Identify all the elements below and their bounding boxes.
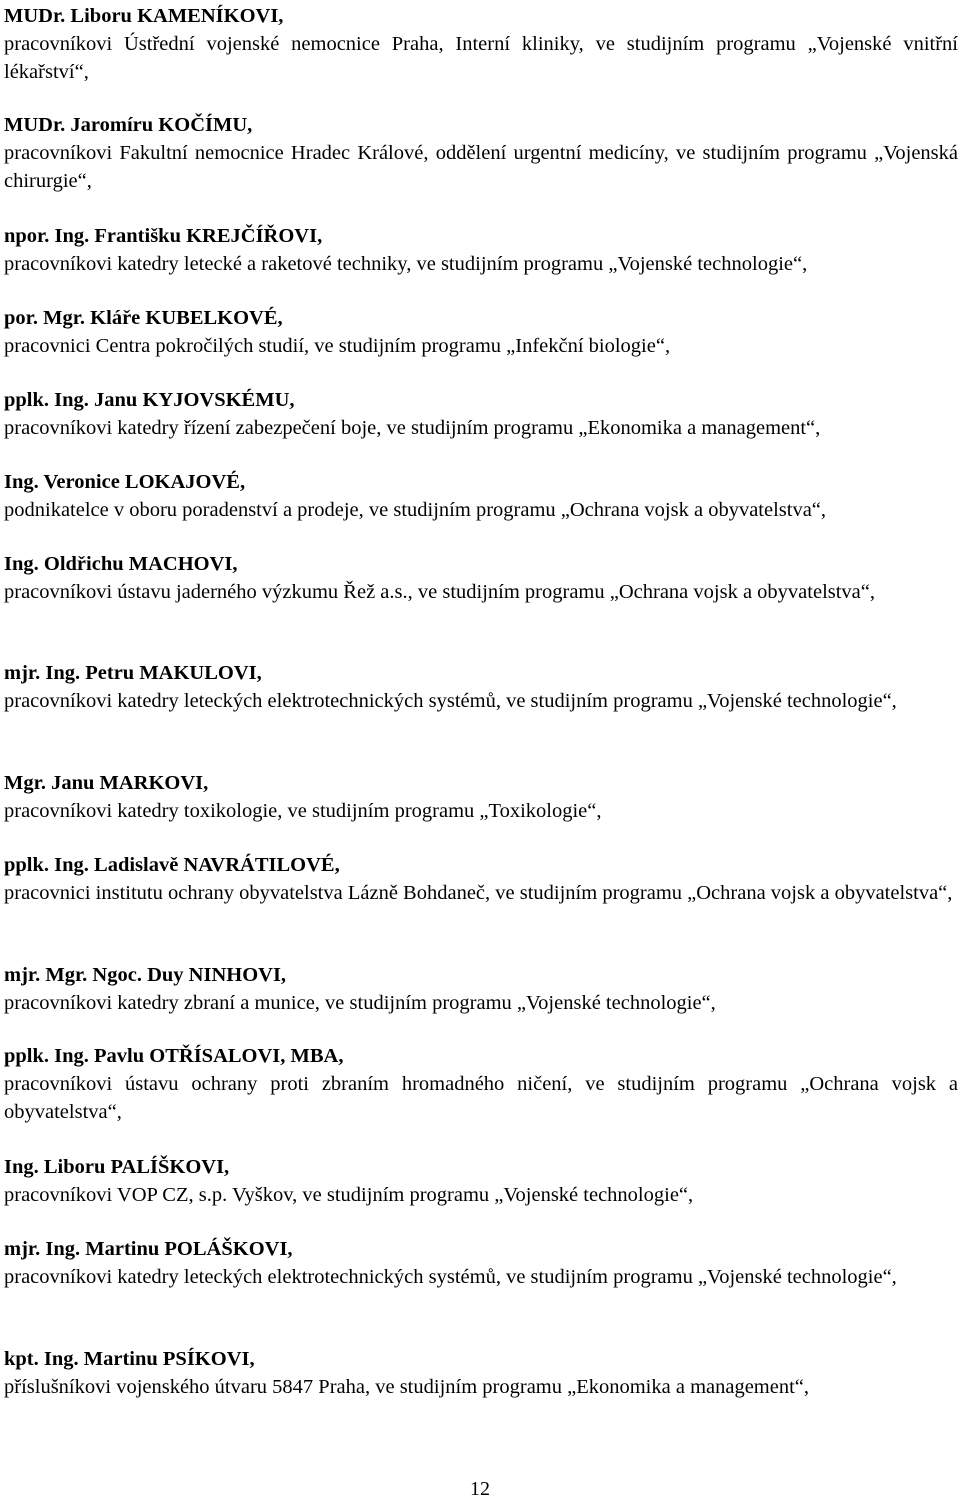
entry-kamenik [4,2,958,86]
entry-koci [4,111,958,195]
entry-name: npor. Ing. Františku KREJČÍŘOVI, [4,225,323,247]
entry-name: mjr. Ing. Petru MAKULOVI, [4,662,262,684]
entry-description: pracovnici institutu ochrany obyvatelstva Lázně Bohdaneč, ve studijním programu „Ochrana vojsk a obyvatelstva“, [4,882,953,904]
entry-name: Ing. Oldřichu MACHOVI, [4,553,238,575]
entry-marek [4,769,958,825]
entry-navratilova [4,851,958,907]
entry-polasek [4,1235,958,1291]
entry-description: podnikatelce v oboru poradenství a prodeje, ve studijním programu „Ochrana vojsk a obyvatelstva“, [4,499,827,521]
entry-kubelkova [4,304,958,360]
entry-name: pplk. Ing. Ladislavě NAVRÁTILOVÉ, [4,854,340,876]
entry-ninh [4,961,958,1017]
entry-name: mjr. Mgr. Ngoc. Duy NINHOVI, [4,964,287,986]
entry-description: pracovníkovi katedry leteckých elektrotechnických systémů, ve studijním programu „Vojenské technologie“, [4,1266,897,1288]
entry-makula [4,659,958,715]
entry-description: příslušníkovi vojenského útvaru 5847 Praha, ve studijním programu „Ekonomika a management“, [4,1376,810,1398]
entry-otrisal [4,1042,958,1126]
entry-description: pracovníkovi katedry letecké a raketové techniky, ve studijním programu „Vojenské technologie“, [4,253,808,275]
entry-name: pplk. Ing. Pavlu OTŘÍSALOVI, MBA, [4,1045,344,1067]
entry-description: pracovníkovi katedry leteckých elektrotechnických systémů, ve studijním programu „Vojenské technologie“, [4,690,897,712]
entry-name: Ing. Liboru PALÍŠKOVI, [4,1156,230,1178]
entry-description: pracovníkovi ústavu ochrany proti zbraním hromadného ničení, ve studijním programu „Ochrana vojsk a obyvatelstva“, [4,1073,958,1123]
entry-description: pracovníkovi VOP CZ, s.p. Vyškov, ve studijním programu „Vojenské technologie“, [4,1184,694,1206]
entry-description: pracovníkovi katedry toxikologie, ve studijním programu „Toxikologie“, [4,800,602,822]
entry-description: pracovníkovi katedry zbraní a munice, ve studijním programu „Vojenské technologie“, [4,992,716,1014]
entry-mach [4,550,958,606]
entry-krejcir [4,222,958,278]
entry-description: pracovníkovi Fakultní nemocnice Hradec Králové, oddělení urgentní medicíny, ve studijním programu „Vojenská chirurgie“, [4,142,958,192]
entry-lokajova [4,468,958,524]
entry-psik [4,1345,958,1401]
page-number: 12 [470,1478,490,1500]
entry-name: Mgr. Janu MARKOVI, [4,772,209,794]
entry-description: pracovníkovi katedry řízení zabezpečení boje, ve studijním programu „Ekonomika a management“, [4,417,821,439]
entry-kyjovsky [4,386,958,442]
entry-paliska [4,1153,958,1209]
entry-description: pracovníkovi ústavu jaderného výzkumu Řež a.s., ve studijním programu „Ochrana vojsk a obyvatelstva“, [4,581,876,603]
entry-description: pracovníkovi Ústřední vojenské nemocnice Praha, Interní kliniky, ve studijním programu „Vojenské vnitřní lékařství“, [4,33,958,83]
entry-name: pplk. Ing. Janu KYJOVSKÉMU, [4,389,295,411]
entry-name: MUDr. Liboru KAMENÍKOVI, [4,5,284,27]
entry-name: mjr. Ing. Martinu POLÁŠKOVI, [4,1238,293,1260]
entry-name: Ing. Veronice LOKAJOVÉ, [4,471,246,493]
entry-name: por. Mgr. Kláře KUBELKOVÉ, [4,307,283,329]
entry-name: MUDr. Jaromíru KOČÍMU, [4,114,253,136]
entry-description: pracovnici Centra pokročilých studií, ve studijním programu „Infekční biologie“, [4,335,671,357]
entry-name: kpt. Ing. Martinu PSÍKOVI, [4,1348,255,1370]
